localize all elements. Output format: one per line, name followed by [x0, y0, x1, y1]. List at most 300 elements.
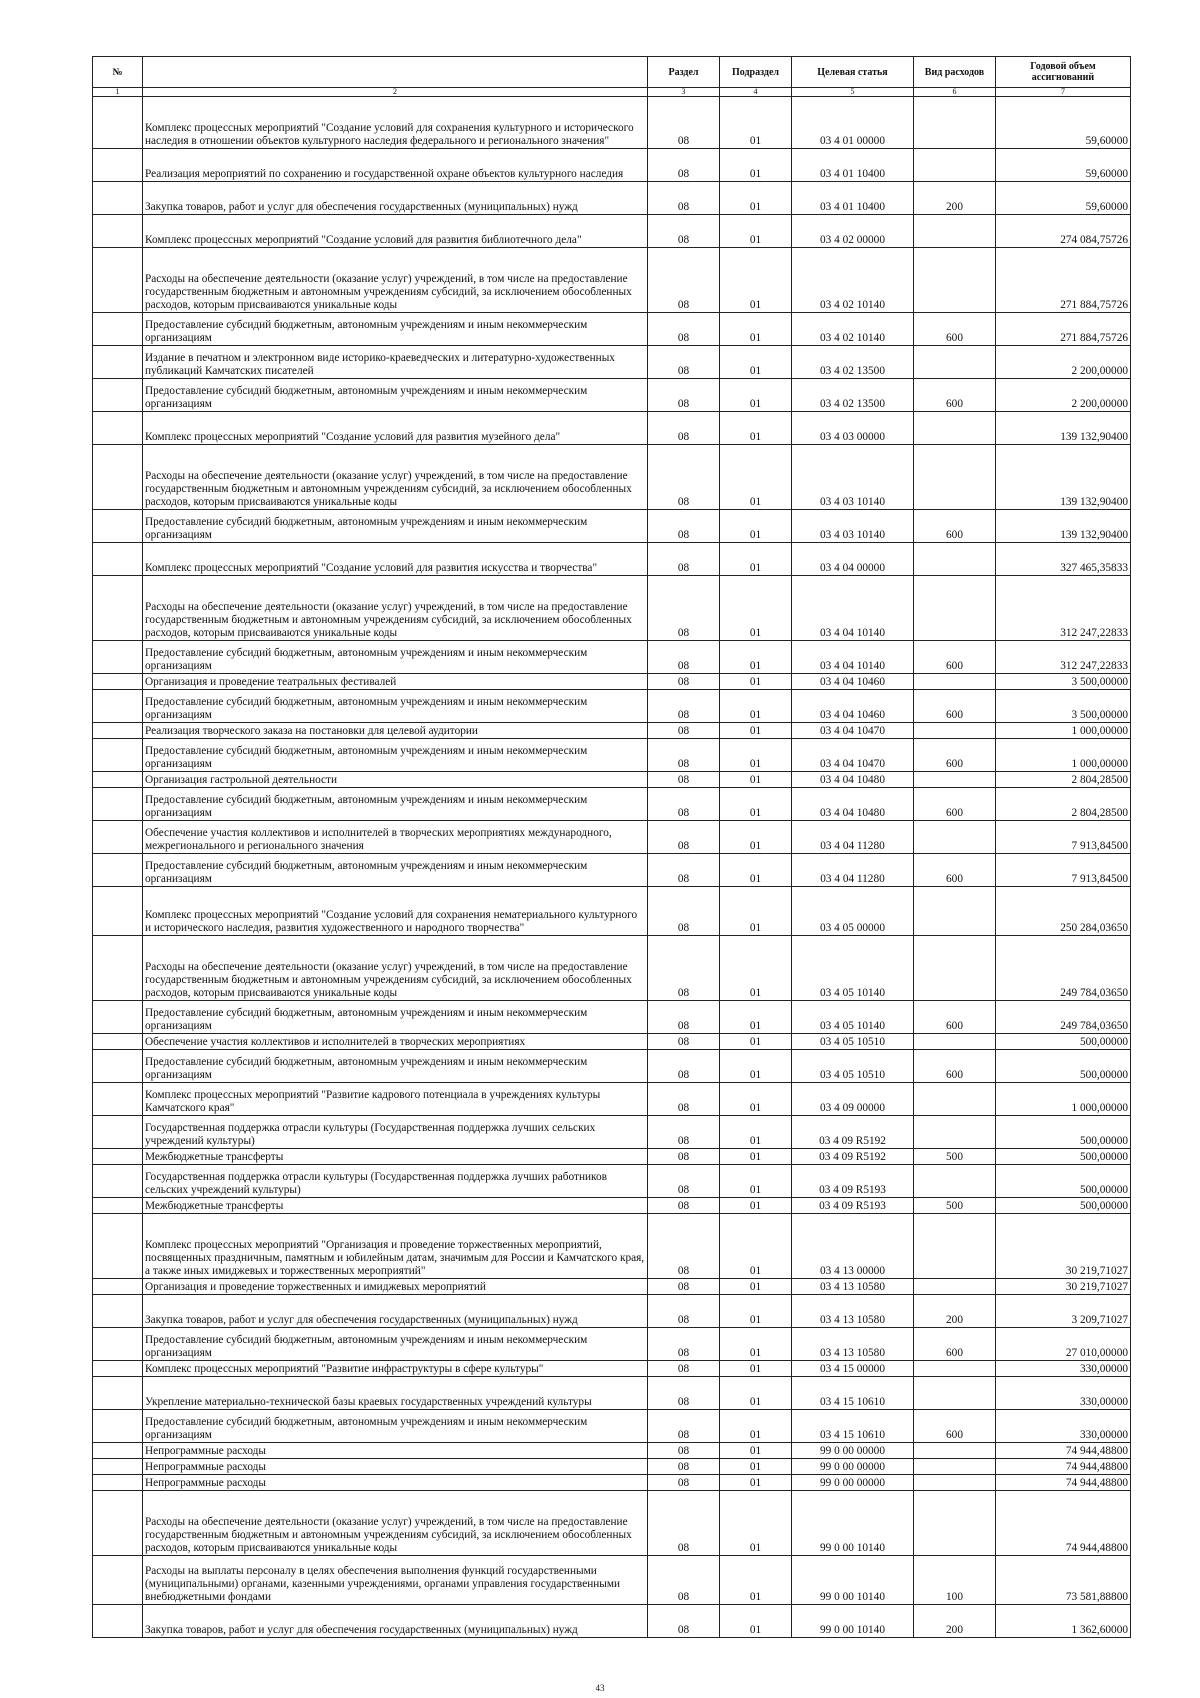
cell-num	[93, 1034, 143, 1050]
cell-name: Организация и проведение театральных фестивалей	[143, 674, 648, 690]
cell-section: 08	[648, 1361, 720, 1377]
cell-section: 08	[648, 690, 720, 723]
table-row	[93, 543, 1131, 576]
cell-section: 08	[648, 1491, 720, 1556]
cell-amount: 1 000,00000	[996, 1083, 1131, 1116]
cell-article: 03 4 01 10400	[792, 182, 914, 215]
cell-amount: 74 944,48800	[996, 1475, 1131, 1491]
cell-name: Расходы на обеспечение деятельности (оказание услуг) учреждений, в том числе на предоставление государственным бюджетным и автономным учреждениям субсидий, за исключением обособленных расходов, которым присваиваются уникальные коды	[143, 1491, 648, 1556]
cell-expense-type	[914, 1083, 996, 1116]
cell-amount: 250 284,03650	[996, 887, 1131, 936]
cell-num	[93, 1377, 143, 1410]
cell-num	[93, 510, 143, 543]
cell-name: Непрограммные расходы	[143, 1475, 648, 1491]
cell-amount: 2 804,28500	[996, 788, 1131, 821]
cell-name: Комплекс процессных мероприятий "Создание условий для сохранения культурного и исторического наследия в отношении объектов культурного наследия федерального и регионального значения"	[143, 97, 648, 149]
cell-section: 08	[648, 641, 720, 674]
cell-subsection: 01	[720, 97, 792, 149]
cell-article: 03 4 04 10460	[792, 690, 914, 723]
cell-amount: 139 132,90400	[996, 510, 1131, 543]
cell-section: 08	[648, 1475, 720, 1491]
cell-name: Закупка товаров, работ и услуг для обеспечения государственных (муниципальных) нужд	[143, 182, 648, 215]
cell-num	[93, 1556, 143, 1605]
cell-num	[93, 313, 143, 346]
cell-article: 03 4 04 00000	[792, 543, 914, 576]
table-row	[93, 97, 1131, 149]
table-row	[93, 1361, 1131, 1377]
table-row	[93, 821, 1131, 854]
cell-name: Предоставление субсидий бюджетным, автономным учреждениям и иным некоммерческим организациям	[143, 1328, 648, 1361]
cell-amount: 330,00000	[996, 1361, 1131, 1377]
cell-subsection: 01	[720, 1377, 792, 1410]
cell-subsection: 01	[720, 576, 792, 641]
cell-expense-type: 600	[914, 313, 996, 346]
table-row	[93, 1165, 1131, 1198]
cell-expense-type: 600	[914, 854, 996, 887]
cell-subsection: 01	[720, 1459, 792, 1475]
cell-name: Комплекс процессных мероприятий "Создание условий для развития библиотечного дела"	[143, 215, 648, 248]
cell-name: Государственная поддержка отрасли культуры (Государственная поддержка лучших работников сельских учреждений культуры)	[143, 1165, 648, 1198]
cell-expense-type	[914, 772, 996, 788]
cell-article: 03 4 09 R5192	[792, 1116, 914, 1149]
cell-subsection: 01	[720, 1083, 792, 1116]
cell-amount: 271 884,75726	[996, 248, 1131, 313]
cell-amount: 1 000,00000	[996, 723, 1131, 739]
cell-amount: 7 913,84500	[996, 821, 1131, 854]
cell-article: 03 4 15 10610	[792, 1377, 914, 1410]
cell-name: Предоставление субсидий бюджетным, автономным учреждениям и иным некоммерческим организациям	[143, 641, 648, 674]
table-row	[93, 1214, 1131, 1279]
cell-subsection: 01	[720, 313, 792, 346]
cell-amount: 2 200,00000	[996, 379, 1131, 412]
cell-expense-type	[914, 1475, 996, 1491]
cell-section: 08	[648, 445, 720, 510]
cell-subsection: 01	[720, 412, 792, 445]
cell-expense-type	[914, 1491, 996, 1556]
cell-num	[93, 1295, 143, 1328]
cell-name: Предоставление субсидий бюджетным, автономным учреждениям и иным некоммерческим организациям	[143, 788, 648, 821]
cell-expense-type	[914, 723, 996, 739]
cell-subsection: 01	[720, 1279, 792, 1295]
cell-expense-type	[914, 1361, 996, 1377]
cell-section: 08	[648, 1050, 720, 1083]
cell-expense-type	[914, 1459, 996, 1475]
cell-amount: 500,00000	[996, 1050, 1131, 1083]
cell-article: 03 4 09 R5192	[792, 1149, 914, 1165]
cell-subsection: 01	[720, 690, 792, 723]
cell-num	[93, 1050, 143, 1083]
table-row	[93, 1083, 1131, 1116]
table-row	[93, 1149, 1131, 1165]
table-row	[93, 1295, 1131, 1328]
cell-num	[93, 445, 143, 510]
table-row	[93, 510, 1131, 543]
cell-name: Реализация творческого заказа на постановки для целевой аудитории	[143, 723, 648, 739]
cell-expense-type	[914, 1214, 996, 1279]
cell-section: 08	[648, 346, 720, 379]
cell-article: 03 4 02 10140	[792, 248, 914, 313]
cell-num	[93, 543, 143, 576]
cell-expense-type	[914, 1034, 996, 1050]
cell-name: Предоставление субсидий бюджетным, автономным учреждениям и иным некоммерческим организациям	[143, 690, 648, 723]
cell-name: Предоставление субсидий бюджетным, автономным учреждениям и иным некоммерческим организациям	[143, 510, 648, 543]
cell-subsection: 01	[720, 543, 792, 576]
cell-section: 08	[648, 1328, 720, 1361]
cell-subsection: 01	[720, 772, 792, 788]
cell-name: Непрограммные расходы	[143, 1459, 648, 1475]
cell-amount: 500,00000	[996, 1116, 1131, 1149]
cell-expense-type	[914, 576, 996, 641]
column-number: 7	[996, 88, 1131, 97]
cell-expense-type: 200	[914, 182, 996, 215]
cell-amount: 330,00000	[996, 1377, 1131, 1410]
header-row	[93, 57, 1131, 88]
cell-name: Организация гастрольной деятельности	[143, 772, 648, 788]
cell-article: 03 4 03 10140	[792, 445, 914, 510]
cell-num	[93, 346, 143, 379]
cell-section: 08	[648, 1116, 720, 1149]
cell-num	[93, 1410, 143, 1443]
cell-expense-type: 500	[914, 1149, 996, 1165]
cell-expense-type	[914, 887, 996, 936]
cell-article: 03 4 09 R5193	[792, 1165, 914, 1198]
cell-article: 03 4 02 00000	[792, 215, 914, 248]
cell-num	[93, 1491, 143, 1556]
cell-section: 08	[648, 1165, 720, 1198]
cell-name: Предоставление субсидий бюджетным, автономным учреждениям и иным некоммерческим организациям	[143, 854, 648, 887]
cell-article: 03 4 05 10510	[792, 1034, 914, 1050]
cell-article: 03 4 04 10140	[792, 641, 914, 674]
cell-amount: 312 247,22833	[996, 576, 1131, 641]
table-row	[93, 182, 1131, 215]
cell-article: 03 4 05 10140	[792, 936, 914, 1001]
cell-num	[93, 821, 143, 854]
header-article: Целевая статья	[792, 57, 914, 88]
table-row	[93, 739, 1131, 772]
cell-amount: 2 804,28500	[996, 772, 1131, 788]
cell-expense-type: 600	[914, 1410, 996, 1443]
cell-subsection: 01	[720, 887, 792, 936]
cell-subsection: 01	[720, 1328, 792, 1361]
cell-section: 08	[648, 149, 720, 182]
cell-name: Закупка товаров, работ и услуг для обеспечения государственных (муниципальных) нужд	[143, 1295, 648, 1328]
cell-amount: 27 010,00000	[996, 1328, 1131, 1361]
cell-name: Комплекс процессных мероприятий "Организация и проведение торжественных мероприятий, посвященных праздничным, памятным и юбилейным датам, значимым для России и Камчатского края, а также иных имиджевых и торжественных мероприятий"	[143, 1214, 648, 1279]
cell-section: 08	[648, 887, 720, 936]
cell-subsection: 01	[720, 821, 792, 854]
cell-num	[93, 1116, 143, 1149]
column-number: 5	[792, 88, 914, 97]
cell-section: 08	[648, 739, 720, 772]
cell-num	[93, 936, 143, 1001]
cell-article: 99 0 00 00000	[792, 1459, 914, 1475]
cell-num	[93, 690, 143, 723]
cell-article: 03 4 13 10580	[792, 1295, 914, 1328]
cell-section: 08	[648, 1410, 720, 1443]
cell-subsection: 01	[720, 723, 792, 739]
cell-expense-type	[914, 215, 996, 248]
cell-section: 08	[648, 936, 720, 1001]
cell-amount: 327 465,35833	[996, 543, 1131, 576]
cell-subsection: 01	[720, 445, 792, 510]
cell-name: Комплекс процессных мероприятий "Развитие кадрового потенциала в учреждениях культуры Камчатского края"	[143, 1083, 648, 1116]
cell-article: 03 4 04 10480	[792, 772, 914, 788]
table-row	[93, 1328, 1131, 1361]
cell-expense-type	[914, 412, 996, 445]
table-row	[93, 346, 1131, 379]
cell-article: 03 4 03 00000	[792, 412, 914, 445]
cell-name: Предоставление субсидий бюджетным, автономным учреждениям и иным некоммерческим организациям	[143, 1410, 648, 1443]
cell-article: 03 4 05 00000	[792, 887, 914, 936]
cell-num	[93, 1198, 143, 1214]
cell-article: 03 4 04 10140	[792, 576, 914, 641]
cell-amount: 274 084,75726	[996, 215, 1131, 248]
cell-amount: 3 500,00000	[996, 674, 1131, 690]
cell-num	[93, 1083, 143, 1116]
cell-article: 03 4 03 10140	[792, 510, 914, 543]
cell-name: Предоставление субсидий бюджетным, автономным учреждениям и иным некоммерческим организациям	[143, 1050, 648, 1083]
cell-num	[93, 1328, 143, 1361]
cell-expense-type	[914, 1443, 996, 1459]
cell-num	[93, 854, 143, 887]
cell-expense-type	[914, 97, 996, 149]
cell-num	[93, 887, 143, 936]
table-row	[93, 412, 1131, 445]
cell-expense-type	[914, 1377, 996, 1410]
column-number: 2	[143, 88, 648, 97]
cell-article: 03 4 01 10400	[792, 149, 914, 182]
cell-section: 08	[648, 1001, 720, 1034]
cell-name: Комплекс процессных мероприятий "Развитие инфраструктуры в сфере культуры"	[143, 1361, 648, 1377]
cell-section: 08	[648, 543, 720, 576]
cell-amount: 271 884,75726	[996, 313, 1131, 346]
cell-section: 08	[648, 1605, 720, 1638]
cell-section: 08	[648, 576, 720, 641]
cell-expense-type	[914, 1116, 996, 1149]
table-row	[93, 887, 1131, 936]
table-row	[93, 1279, 1131, 1295]
cell-subsection: 01	[720, 1361, 792, 1377]
cell-section: 08	[648, 215, 720, 248]
cell-expense-type: 200	[914, 1295, 996, 1328]
cell-subsection: 01	[720, 182, 792, 215]
cell-subsection: 01	[720, 674, 792, 690]
cell-article: 03 4 04 11280	[792, 854, 914, 887]
cell-section: 08	[648, 1279, 720, 1295]
cell-article: 03 4 04 10470	[792, 723, 914, 739]
cell-subsection: 01	[720, 1214, 792, 1279]
cell-name: Расходы на обеспечение деятельности (оказание услуг) учреждений, в том числе на предоставление государственным бюджетным и автономным учреждениям субсидий, за исключением обособленных расходов, которым присваиваются уникальные коды	[143, 445, 648, 510]
table-row	[93, 576, 1131, 641]
cell-expense-type	[914, 149, 996, 182]
cell-section: 08	[648, 1083, 720, 1116]
cell-name: Издание в печатном и электронном виде историко-краеведческих и литературно-художественных публикаций Камчатских писателей	[143, 346, 648, 379]
table-row	[93, 723, 1131, 739]
cell-name: Межбюджетные трансферты	[143, 1198, 648, 1214]
cell-article: 99 0 00 00000	[792, 1443, 914, 1459]
table-row	[93, 936, 1131, 1001]
cell-expense-type: 600	[914, 379, 996, 412]
table-row	[93, 690, 1131, 723]
cell-subsection: 01	[720, 1149, 792, 1165]
table-row	[93, 379, 1131, 412]
cell-subsection: 01	[720, 854, 792, 887]
cell-expense-type: 600	[914, 1050, 996, 1083]
cell-num	[93, 412, 143, 445]
table-row	[93, 215, 1131, 248]
cell-article: 03 4 05 10510	[792, 1050, 914, 1083]
cell-subsection: 01	[720, 1116, 792, 1149]
cell-num	[93, 248, 143, 313]
table-row	[93, 1410, 1131, 1443]
cell-section: 08	[648, 772, 720, 788]
cell-article: 03 4 13 00000	[792, 1214, 914, 1279]
cell-num	[93, 739, 143, 772]
cell-name: Расходы на обеспечение деятельности (оказание услуг) учреждений, в том числе на предоставление государственным бюджетным и автономным учреждениям субсидий, за исключением обособленных расходов, которым присваиваются уникальные коды	[143, 936, 648, 1001]
page-number: 43	[595, 1683, 605, 1693]
cell-name: Закупка товаров, работ и услуг для обеспечения государственных (муниципальных) нужд	[143, 1605, 648, 1638]
cell-amount: 73 581,88800	[996, 1556, 1131, 1605]
table-row	[93, 1443, 1131, 1459]
cell-article: 99 0 00 10140	[792, 1491, 914, 1556]
cell-num	[93, 674, 143, 690]
header-name	[143, 57, 648, 88]
cell-subsection: 01	[720, 739, 792, 772]
cell-amount: 59,60000	[996, 149, 1131, 182]
cell-amount: 500,00000	[996, 1034, 1131, 1050]
cell-expense-type: 600	[914, 510, 996, 543]
cell-section: 08	[648, 379, 720, 412]
header-expense-type: Вид расходов	[914, 57, 996, 88]
cell-article: 03 4 05 10140	[792, 1001, 914, 1034]
cell-subsection: 01	[720, 379, 792, 412]
cell-num	[93, 149, 143, 182]
cell-article: 03 4 09 00000	[792, 1083, 914, 1116]
cell-num	[93, 1475, 143, 1491]
cell-expense-type	[914, 936, 996, 1001]
table-row	[93, 313, 1131, 346]
cell-expense-type	[914, 1165, 996, 1198]
cell-section: 08	[648, 788, 720, 821]
cell-subsection: 01	[720, 1295, 792, 1328]
cell-section: 08	[648, 854, 720, 887]
table-row	[93, 1556, 1131, 1605]
cell-section: 08	[648, 1034, 720, 1050]
cell-subsection: 01	[720, 510, 792, 543]
cell-subsection: 01	[720, 1001, 792, 1034]
cell-subsection: 01	[720, 1050, 792, 1083]
cell-num	[93, 1361, 143, 1377]
cell-name: Комплекс процессных мероприятий "Создание условий для развития музейного дела"	[143, 412, 648, 445]
cell-subsection: 01	[720, 1165, 792, 1198]
cell-subsection: 01	[720, 641, 792, 674]
cell-expense-type	[914, 445, 996, 510]
cell-amount: 59,60000	[996, 97, 1131, 149]
cell-section: 08	[648, 1149, 720, 1165]
cell-subsection: 01	[720, 1034, 792, 1050]
cell-article: 99 0 00 00000	[792, 1475, 914, 1491]
cell-subsection: 01	[720, 248, 792, 313]
cell-name: Обеспечение участия коллективов и исполнителей в творческих мероприятиях международного, межрегионального и регионального значения	[143, 821, 648, 854]
cell-num	[93, 97, 143, 149]
cell-expense-type: 600	[914, 739, 996, 772]
table-body	[93, 97, 1131, 1638]
table-row	[93, 788, 1131, 821]
cell-amount: 3 500,00000	[996, 690, 1131, 723]
budget-table-sheet	[92, 56, 1130, 1638]
cell-amount: 30 219,71027	[996, 1214, 1131, 1279]
cell-subsection: 01	[720, 1556, 792, 1605]
cell-article: 03 4 04 10480	[792, 788, 914, 821]
column-number-row	[93, 88, 1131, 97]
cell-name: Предоставление субсидий бюджетным, автономным учреждениям и иным некоммерческим организациям	[143, 1001, 648, 1034]
cell-name: Межбюджетные трансферты	[143, 1149, 648, 1165]
column-number: 3	[648, 88, 720, 97]
header-section: Раздел	[648, 57, 720, 88]
cell-amount: 7 913,84500	[996, 854, 1131, 887]
cell-num	[93, 1279, 143, 1295]
cell-amount: 3 209,71027	[996, 1295, 1131, 1328]
column-number: 6	[914, 88, 996, 97]
cell-name: Обеспечение участия коллективов и исполнителей в творческих мероприятиях	[143, 1034, 648, 1050]
cell-amount: 139 132,90400	[996, 445, 1131, 510]
cell-amount: 30 219,71027	[996, 1279, 1131, 1295]
cell-name: Реализация мероприятий по сохранению и государственной охране объектов культурного наследия	[143, 149, 648, 182]
cell-num	[93, 182, 143, 215]
cell-article: 03 4 04 10470	[792, 739, 914, 772]
cell-section: 08	[648, 97, 720, 149]
cell-expense-type	[914, 821, 996, 854]
cell-article: 03 4 15 00000	[792, 1361, 914, 1377]
cell-amount: 2 200,00000	[996, 346, 1131, 379]
cell-amount: 74 944,48800	[996, 1459, 1131, 1475]
table-row	[93, 674, 1131, 690]
table-row	[93, 1198, 1131, 1214]
cell-num	[93, 215, 143, 248]
cell-subsection: 01	[720, 1443, 792, 1459]
cell-section: 08	[648, 182, 720, 215]
table-row	[93, 248, 1131, 313]
cell-name: Организация и проведение торжественных и имиджевых мероприятий	[143, 1279, 648, 1295]
cell-num	[93, 379, 143, 412]
cell-article: 99 0 00 10140	[792, 1605, 914, 1638]
cell-section: 08	[648, 1198, 720, 1214]
cell-amount: 139 132,90400	[996, 412, 1131, 445]
cell-amount: 59,60000	[996, 182, 1131, 215]
cell-subsection: 01	[720, 346, 792, 379]
cell-section: 08	[648, 821, 720, 854]
cell-amount: 249 784,03650	[996, 1001, 1131, 1034]
table-row	[93, 854, 1131, 887]
cell-subsection: 01	[720, 1410, 792, 1443]
cell-expense-type: 100	[914, 1556, 996, 1605]
header-amount: Годовой объем ассигнований	[996, 57, 1131, 88]
table-row	[93, 641, 1131, 674]
header-subsection: Подраздел	[720, 57, 792, 88]
cell-num	[93, 641, 143, 674]
cell-section: 08	[648, 1443, 720, 1459]
cell-num	[93, 788, 143, 821]
cell-num	[93, 1459, 143, 1475]
table-row	[93, 1050, 1131, 1083]
cell-article: 03 4 04 11280	[792, 821, 914, 854]
cell-name: Расходы на выплаты персоналу в целях обеспечения выполнения функций государственными (муниципальными) органами, казенными учреждениями, органами управления государственными внебюджетными фондами	[143, 1556, 648, 1605]
table-row	[93, 1459, 1131, 1475]
cell-section: 08	[648, 1295, 720, 1328]
cell-name: Государственная поддержка отрасли культуры (Государственная поддержка лучших сельских учреждений культуры)	[143, 1116, 648, 1149]
table-row	[93, 772, 1131, 788]
cell-expense-type: 600	[914, 788, 996, 821]
